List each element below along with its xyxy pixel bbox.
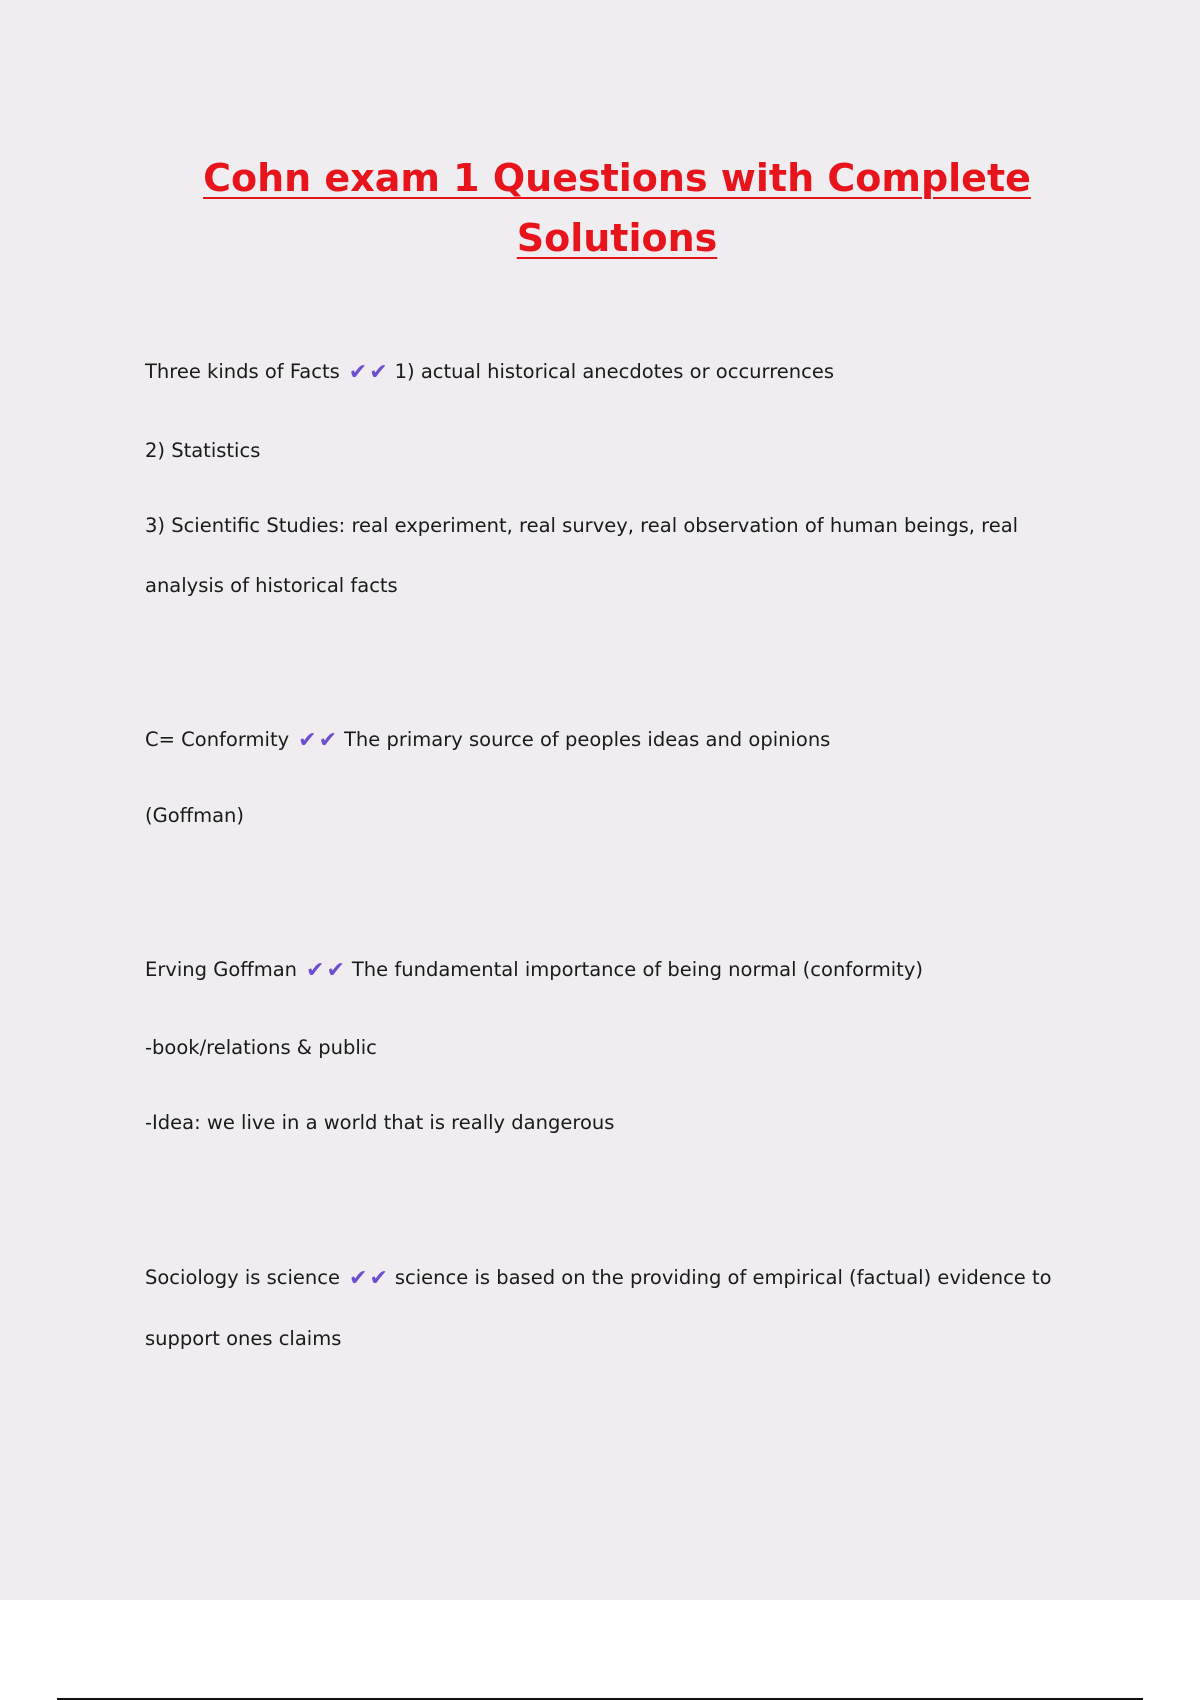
qa-item-conformity <box>145 726 830 755</box>
check-icon: ✔ <box>349 1266 368 1291</box>
double-check-icon <box>297 728 338 751</box>
check-icon: ✔ <box>369 1266 388 1291</box>
answer-line: 2) Statistics <box>145 439 261 462</box>
answer-line: (Goffman) <box>145 804 244 827</box>
title-line-1: Cohn exam 1 Questions with Complete <box>203 156 1031 200</box>
answer-line: support ones claims <box>145 1327 342 1350</box>
check-icon: ✔ <box>326 958 345 983</box>
qa-item-erving-goffman <box>145 956 923 985</box>
double-check-icon <box>348 1266 389 1289</box>
double-check-icon <box>348 360 389 383</box>
question-term: Three kinds of Facts <box>145 360 340 383</box>
answer-text: 1) actual historical anecdotes or occurrences <box>394 360 835 383</box>
answer-text: science is based on the providing of empirical (factual) evidence to <box>394 1266 1052 1289</box>
qa-item-sociology-is-science <box>145 1264 1052 1293</box>
answer-line: analysis of historical facts <box>145 574 398 597</box>
qa-item-three-kinds-of-facts <box>145 358 834 387</box>
check-icon: ✔ <box>318 728 338 753</box>
check-icon: ✔ <box>348 360 368 385</box>
answer-line: -Idea: we live in a world that is really dangerous <box>145 1111 615 1134</box>
question-term: Erving Goffman <box>145 958 298 981</box>
answer-text: The primary source of peoples ideas and opinions <box>344 728 831 751</box>
answer-text: The fundamental importance of being normal (conformity) <box>351 958 923 981</box>
question-term: Sociology is science <box>145 1266 340 1289</box>
check-icon: ✔ <box>306 958 325 983</box>
answer-line: -book/relations & public <box>145 1036 377 1059</box>
title-line-2: Solutions <box>516 216 718 260</box>
question-term: C= Conformity <box>145 728 290 751</box>
double-check-icon <box>305 958 346 981</box>
answer-line: 3) Scientific Studies: real experiment, real survey, real observation of human beings, real <box>145 514 1019 537</box>
document-title <box>0 148 1200 268</box>
check-icon: ✔ <box>369 360 388 385</box>
check-icon: ✔ <box>298 728 317 753</box>
